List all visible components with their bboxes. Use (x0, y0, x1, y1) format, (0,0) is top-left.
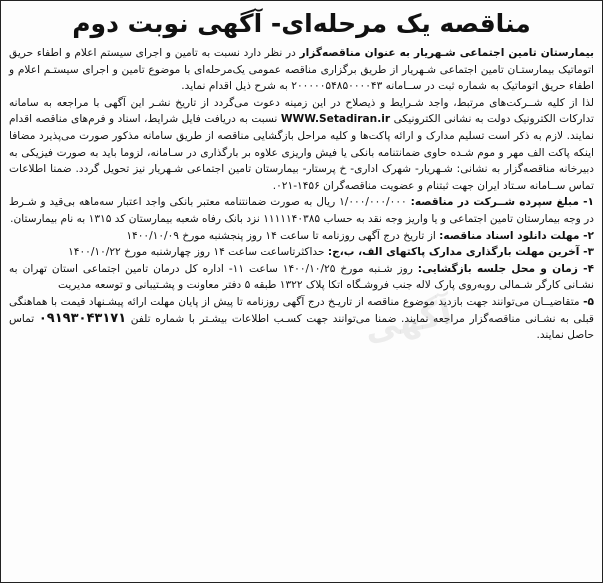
item-text: ۱/۰۰۰/۰۰۰/۰۰۰ ریال به صورت ضمانتنامه معتبر بانکی واجد اعتبار سه‌ماهه بی‌قید و شـرط در وجه بیمارستان تامین اجتماعی و یا واریز وجه نقد به حساب ۱۱۱۱۱۴۰۳۸۵ نزد بانک رفاه شعبه بیمارستان کد ۱۳۱۵ به نام بیمارستان. (9, 196, 594, 225)
intro-lead-rest: در نظر دارد نسبت به تامین و اجرای سیستم اعلام و اطفاء حریق اتوماتیک بیمارستـان تامین اجتماعی شـهریار از طریق برگزاری مناقصه عمومی یک‌مرحله‌ای با موضوع تامین و اجرای سیستـم اعلام و اطفاء حریق اتوماتیک به شماره ثبت در ســامانه ۲۰۰۰۰۰۵۴۸۵۰۰۰۰۴۳ به شرح ذیل اقدام نماید. (9, 47, 594, 93)
item-label: ۵- (583, 295, 594, 308)
website-link[interactable]: WWW.Setadiran.ir (280, 113, 391, 126)
item-download-deadline (9, 228, 594, 245)
intro-paragraph (9, 45, 594, 95)
item-deposit (9, 194, 594, 227)
item-opening-session (9, 261, 594, 294)
item-text: روز شـنبه مورخ ۱۴۰۰/۱۰/۲۵ ساعت ۱۱- اداره کل درمان تامین اجتماعی استان تهران به نشـانی کارگر شـمالی روبه‌روی پارک لاله جنب فروشـگاه اتکا پلاک ۱۳۲۲ طبقه ۵ دفتر معاونت و پشـتیبانی و توسعه مدیریت (9, 262, 594, 292)
item-site-visit (9, 294, 594, 344)
intro-lead: بیمارستان تامین اجتماعی شـهریار به عنوان مناقصه‌گزار (299, 47, 594, 59)
item-text: از تاریخ درج آگهی روزنامه تا ساعت ۱۴ روز پنجشنبه مورخ ۱۴۰۰/۱۰/۰۹ (126, 229, 436, 242)
faint-watermark: آگهی (360, 292, 456, 350)
item-label: ۱- مبلغ سپرده شــرکت در مناقصه: (410, 196, 594, 209)
contact-phone[interactable]: ۰۹۱۹۳۰۴۳۱۷۱ (38, 310, 127, 326)
item-upload-deadline (9, 244, 594, 261)
notice-headline: مناقصه یک مرحله‌ای- آگهی نوبت دوم (72, 9, 531, 38)
item-text: متقاضیــان می‌توانند جهت بازدید موضوع مناقصه از تاریـخ درج آگهی روزنامه تا پیش از پایان مهلت ارائه پیشـنهاد قیمت با هماهنگی قبلی به نشـانی مناقصه‌گزار مراجعه نمایند. ضمنا می‌توانند جهت کسـب اطلاعات بیشـتر با شماره تلفن (9, 295, 594, 325)
invite-after-text: نسبت به دریافت فایل شرایط، اسناد و فرم‌های مناقصه اقدام نمایند. لازم به ذکر است تسلیم مدارک و ارائه پاکت‌ها و کلیه مراحل بازگشایی مناقصه از طریق سامانه مذکور صورت می‌پذیرد مضافا اینکه پاکت الف مهر و موم شـده حاوی ضمانتنامه بانکی یا فیش واریزی علاوه بر بارگذاری در سـامانه، لزوما باید به صورت فیزیکی به دبیرخانه مناقصه‌گزار به نشانی: شـهریار- شهرک اداری- خ پرستار- بیمارستان تامین اجتماعی شـهریار نیز تحویل گردد. ضمنا اطلاعات تماس ســامانه سـتاد ایران جهت ثبتنام و عضویت مناقصه‌گران ۱۴۵۶-۰۲۱. (9, 113, 594, 192)
item-label: ۴- زمان و محل جلسه بازگشایی: (417, 262, 594, 275)
item-label: ۲- مهلت دانلود اسناد مناقصه: (439, 229, 594, 242)
phone-suffix: تماس حاصل نمایند. (9, 312, 594, 342)
notice-body (9, 45, 594, 344)
invite-paragraph (9, 95, 594, 195)
invite-before-text: لذا از کلیه شــرکت‌های مرتبط، واجد شـرایط و ذیصلاح در این زمینه دعوت می‌گردد از تاریخ نشـر این آگهی با مراجعه به سامانه تدارکات الکترونیک دولت به نشانی الکترونیکی (9, 96, 594, 126)
item-text: حداکثرتاساعت ساعت ۱۴ روز چهارشنبه مورخ ۱۴۰۰/۱۰/۲۲ (68, 246, 325, 259)
item-label: ۳- آخرین مهلت بارگذاری مدارک پاکتهای الف، ب،ج: (327, 246, 594, 259)
